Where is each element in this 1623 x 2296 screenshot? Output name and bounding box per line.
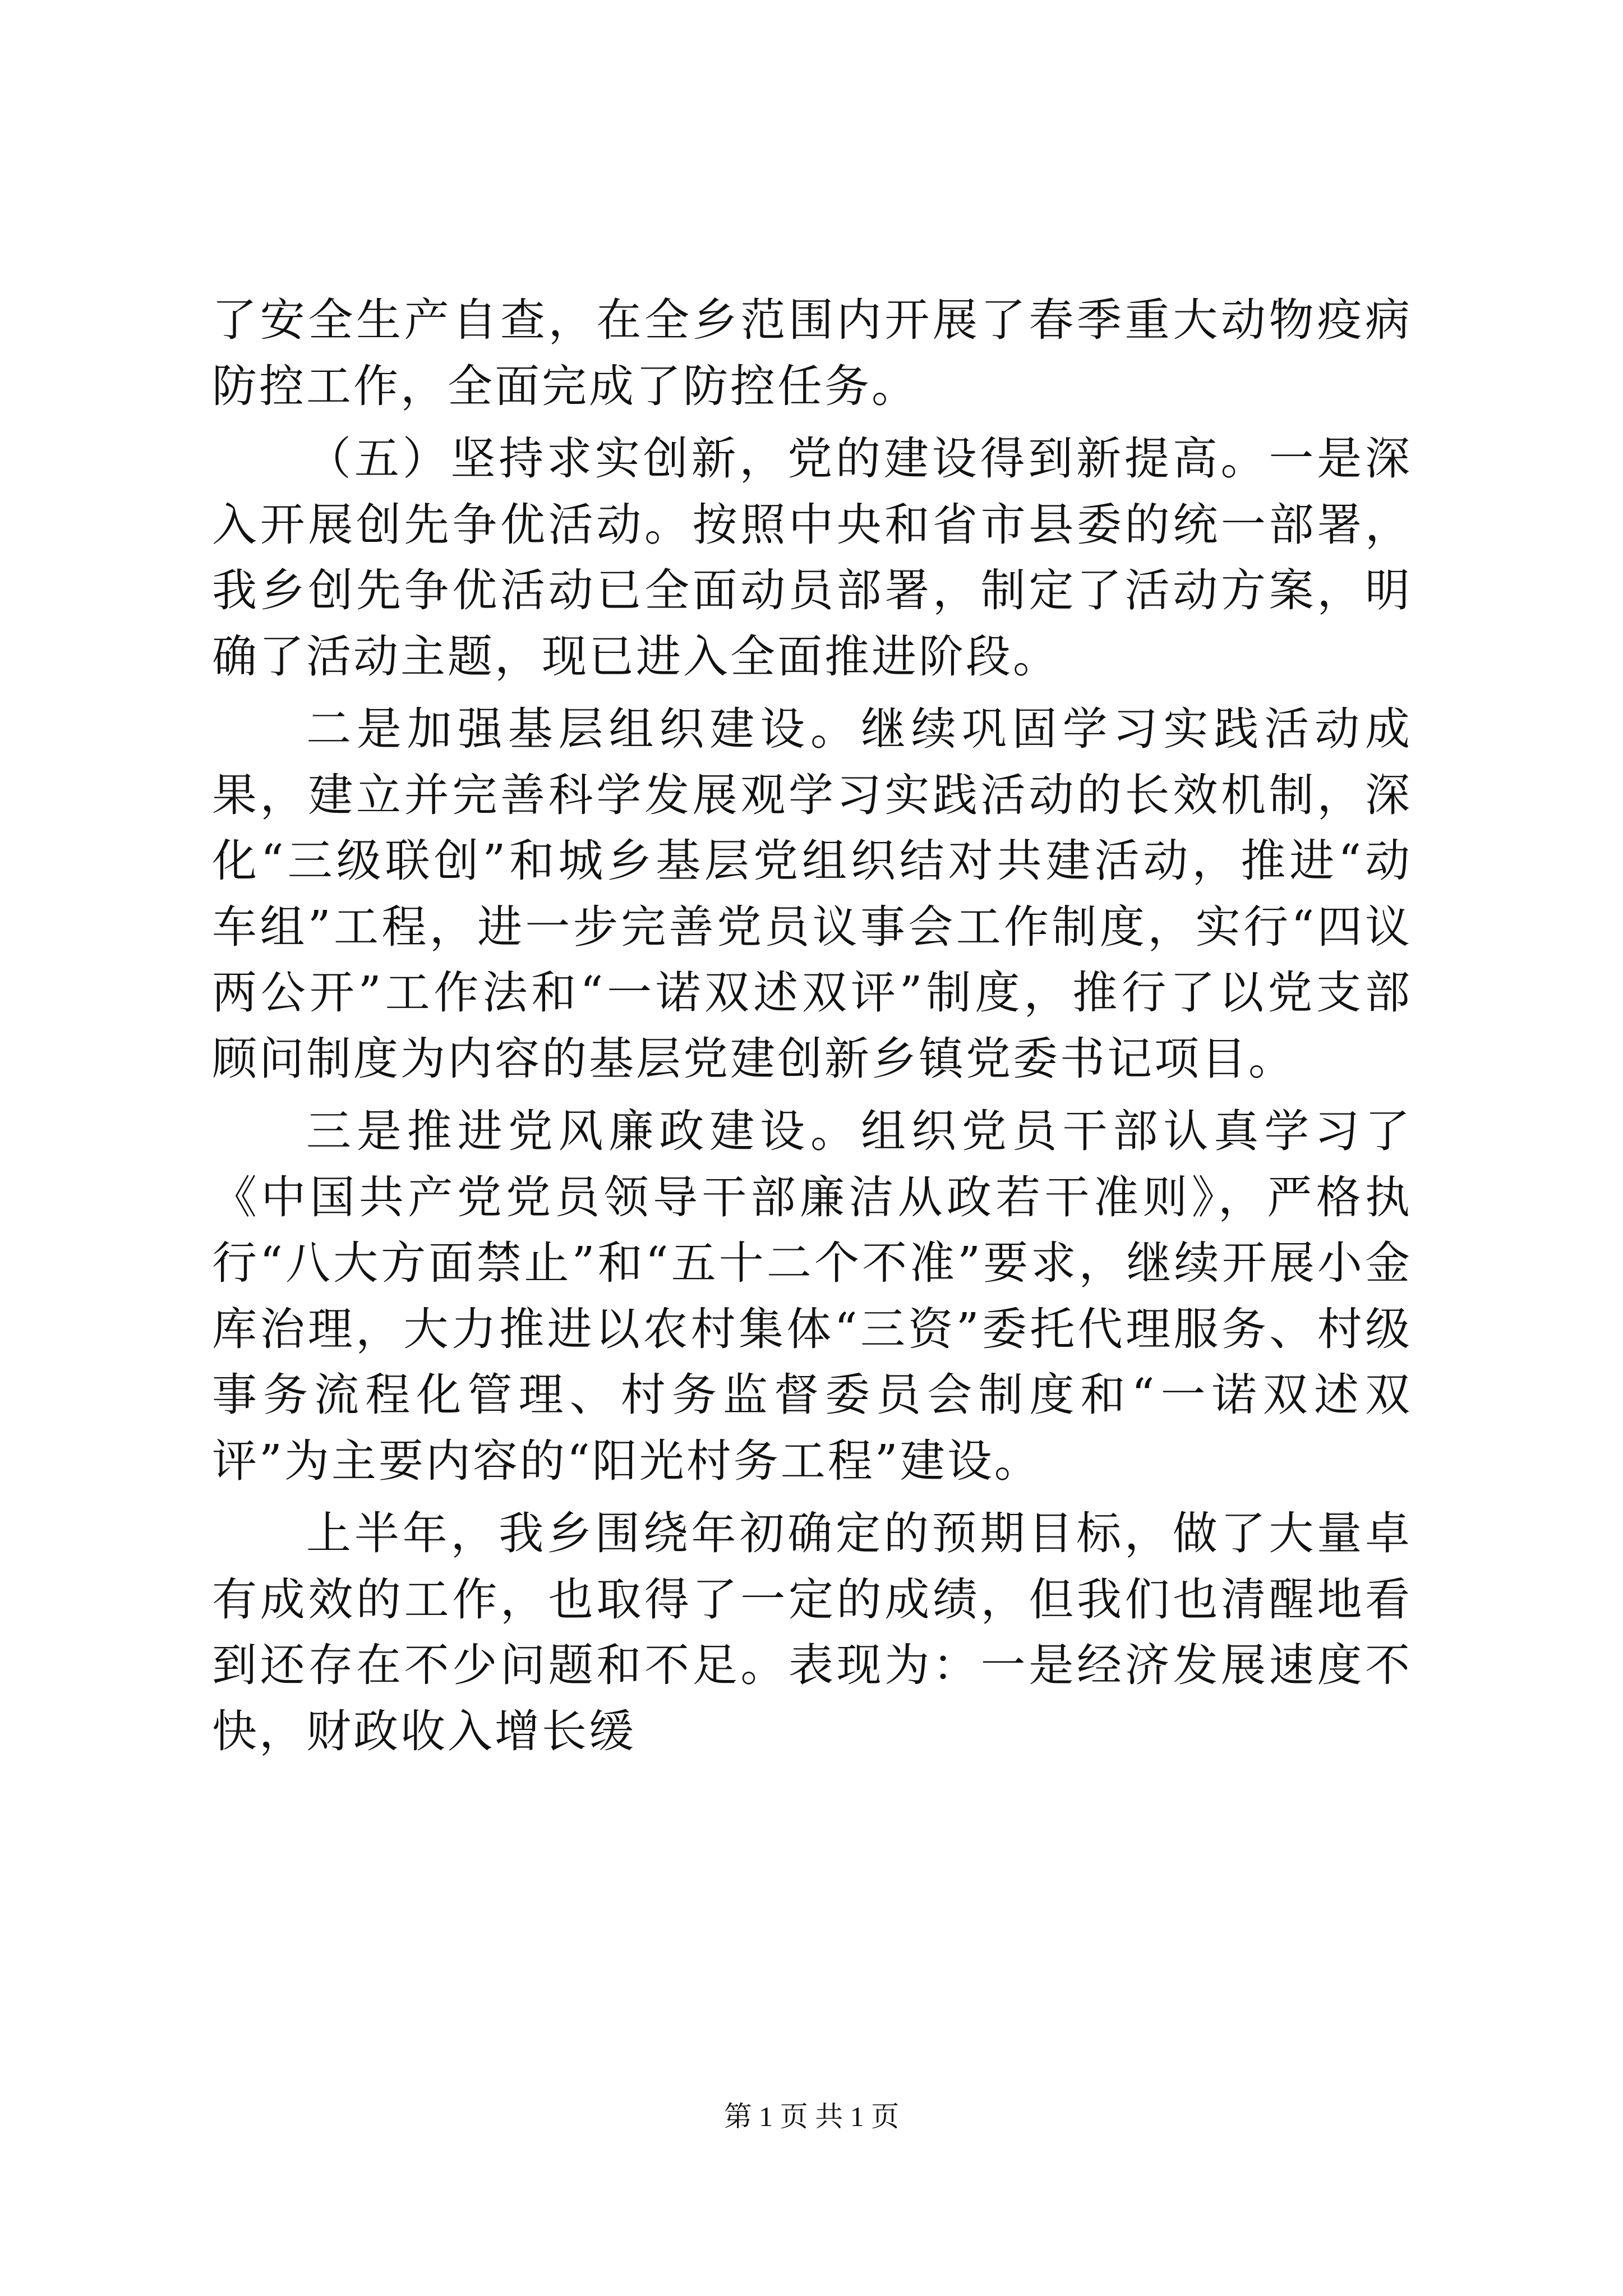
paragraph-2: （五）坚持求实创新，党的建设得到新提高。一是深入开展创先争优活动。按照中央和省市县委的统一部署，我乡创先争优活动已全面动员部署，制定了活动方案，明确了活动主题，现已进入全面推进阶段。 xyxy=(212,432,1412,683)
paragraph-1: 了安全生产自查，在全乡范围内开展了春季重大动物疫病防控工作，全面完成了防控任务。 xyxy=(212,294,1412,412)
paragraph-5: 上半年，我乡围绕年初确定的预期目标，做了大量卓有成效的工作，也取得了一定的成绩，但我们也清醒地看到还存在不少问题和不足。表现为：一是经济发展速度不快，财政收入增长缓 xyxy=(212,1507,1412,1757)
page-number-footer: 第 1 页 共 1 页 xyxy=(723,2101,900,2132)
paragraph-4: 三是推进党风廉政建设。组织党员干部认真学习了《中国共产党党员领导干部廉洁从政若干准则》，严格执行“八大方面禁止”和“五十二个不准”要求，继续开展小金库治理，大力推进以农村集体“三资”委托代理服务、村级事务流程化管理、村务监督委员会制度和“一诺双述双评”为主要内容的“阳光村务工程”建设。 xyxy=(212,1105,1412,1487)
document-body xyxy=(212,287,1412,1764)
paragraph-3: 二是加强基层组织建设。继续巩固学习实践活动成果，建立并完善科学发展观学习实践活动的长效机制，深化“三级联创”和城乡基层党组织结对共建活动，推进“动车组”工程，进一步完善党员议事会工作制度，实行“四议两公开”工作法和“一诺双述双评”制度，推行了以党支部顾问制度为内容的基层党建创新乡镇党委书记项目。 xyxy=(212,703,1412,1085)
